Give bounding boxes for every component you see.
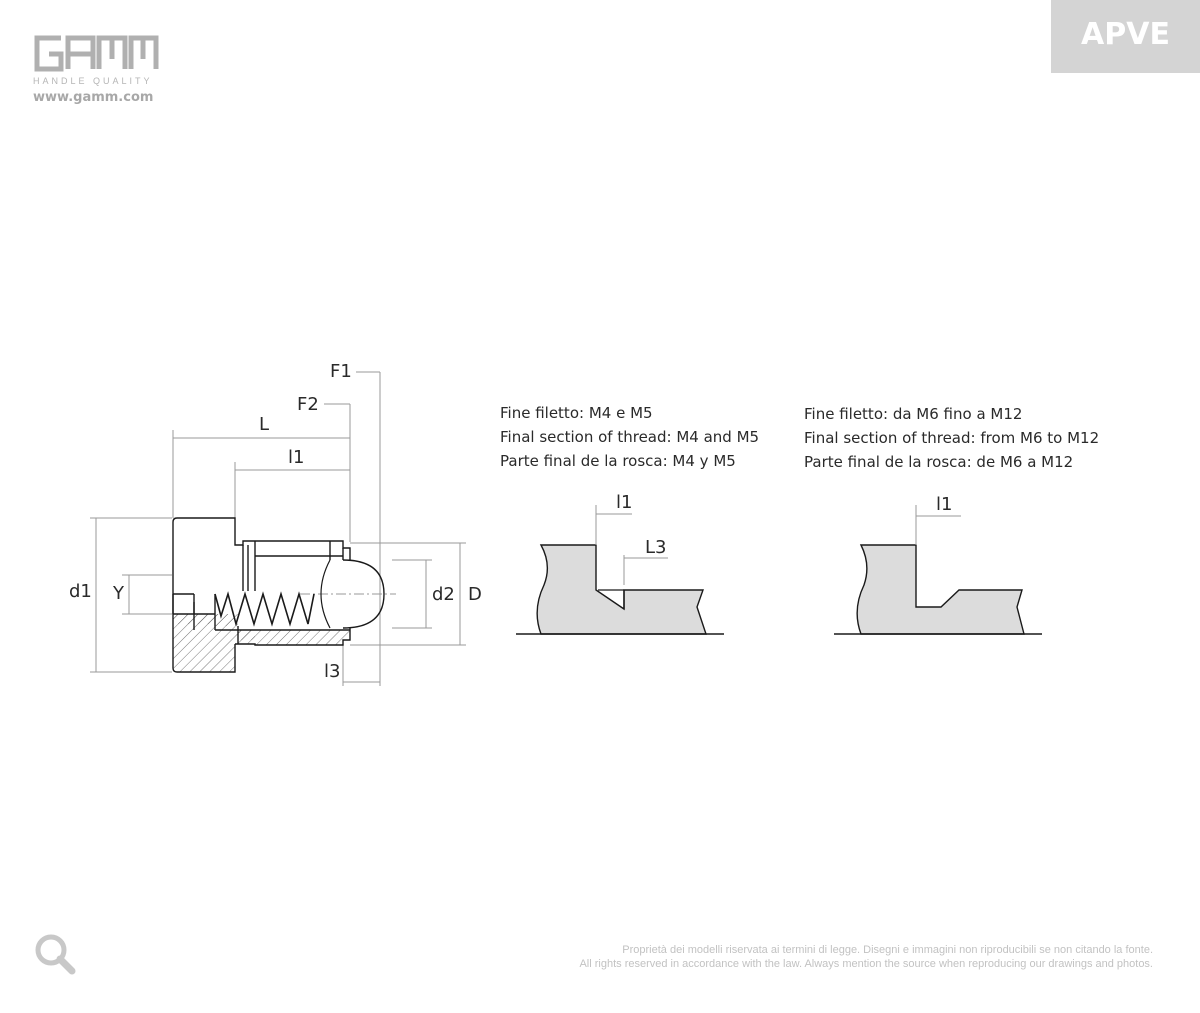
label-d2: d2 bbox=[432, 584, 455, 605]
label-d1: d1 bbox=[69, 581, 92, 602]
label-l1-detail-b: l1 bbox=[936, 494, 953, 515]
note-italian: Fine filetto: M4 e M5 bbox=[500, 404, 653, 422]
label-L: L bbox=[259, 414, 270, 435]
thread-note-m6-m12 bbox=[804, 402, 1099, 474]
label-F1: F1 bbox=[330, 361, 352, 382]
magnifier-icon bbox=[33, 932, 77, 976]
note-english: Final section of thread: M4 and M5 bbox=[500, 428, 760, 446]
label-L3: L3 bbox=[645, 537, 667, 558]
product-code-badge: APVE bbox=[1051, 0, 1200, 73]
note-spanish: Parte final de la rosca: de M6 a M12 bbox=[804, 453, 1074, 471]
legal-notice bbox=[579, 943, 1153, 971]
plunger-section-view bbox=[69, 361, 482, 686]
note-english: Final section of thread: from M6 to M12 bbox=[804, 429, 1100, 447]
label-l1-detail-a: l1 bbox=[616, 492, 633, 513]
legal-english: All rights reserved in accordance with the law. Always mention the source when reproducing our drawings and photos. bbox=[579, 958, 1153, 970]
legal-italian: Proprietà dei modelli riservata ai termini di legge. Disegni e immagini non riproducibili se non citando la fonte. bbox=[622, 944, 1153, 956]
thread-end-detail-m6-m12 bbox=[834, 494, 1042, 634]
zoom-button[interactable] bbox=[33, 932, 77, 976]
label-l3: l3 bbox=[324, 661, 341, 682]
website-link[interactable]: www.gamm.com bbox=[33, 90, 154, 105]
thread-note-m4-m5 bbox=[500, 401, 759, 473]
brand-tagline: HANDLE QUALITY bbox=[33, 76, 153, 86]
label-F2: F2 bbox=[297, 394, 319, 415]
label-Y: Y bbox=[113, 583, 124, 604]
thread-end-detail-m4-m5 bbox=[516, 492, 724, 634]
note-spanish: Parte final de la rosca: M4 y M5 bbox=[500, 452, 736, 470]
label-l1: l1 bbox=[288, 447, 305, 468]
label-D: D bbox=[468, 584, 482, 605]
note-italian: Fine filetto: da M6 fino a M12 bbox=[804, 405, 1023, 423]
